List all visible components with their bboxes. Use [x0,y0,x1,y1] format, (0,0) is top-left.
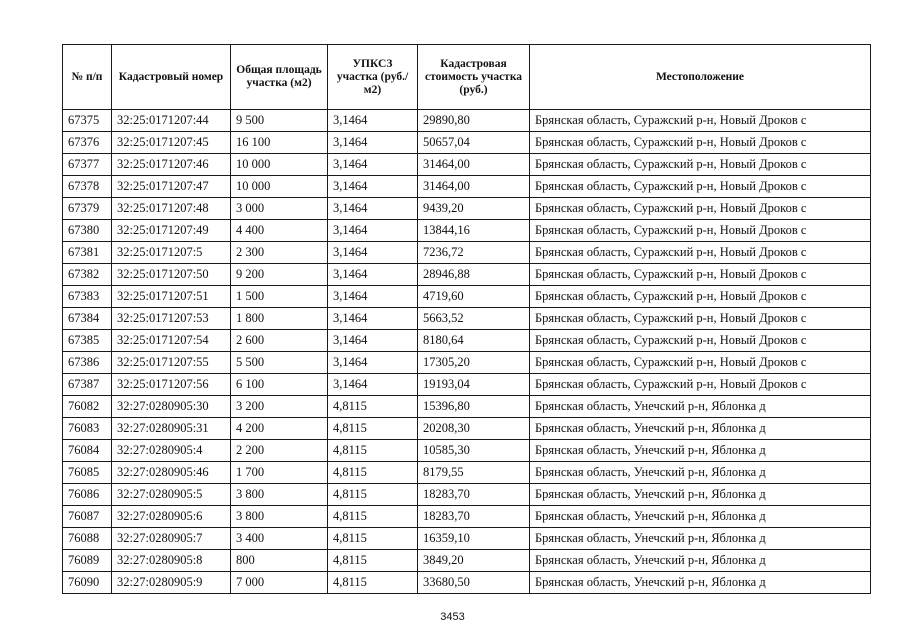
row-number-cell: 67387 [63,374,112,396]
area-cell: 1 800 [231,308,328,330]
table-row [63,418,871,440]
cadastral-number-cell: 32:25:0171207:49 [112,220,231,242]
upksz-cell: 3,1464 [328,110,418,132]
upksz-cell: 3,1464 [328,286,418,308]
area-cell: 10 000 [231,176,328,198]
location-cell: Брянская область, Унечский р-н, Яблонка д [530,440,871,462]
cadastral-value-cell: 13844,16 [418,220,530,242]
cadastral-number-cell: 32:25:0171207:45 [112,132,231,154]
location-cell: Брянская область, Суражский р-н, Новый Дроков с [530,330,871,352]
upksz-cell: 3,1464 [328,242,418,264]
cadastral-value-cell: 17305,20 [418,352,530,374]
upksz-cell: 4,8115 [328,528,418,550]
table-body [63,110,871,594]
row-number-cell: 67381 [63,242,112,264]
location-cell: Брянская область, Унечский р-н, Яблонка д [530,572,871,594]
location-cell: Брянская область, Суражский р-н, Новый Дроков с [530,132,871,154]
location-cell: Брянская область, Унечский р-н, Яблонка д [530,462,871,484]
upksz-cell: 3,1464 [328,198,418,220]
cadastral-value-cell: 20208,30 [418,418,530,440]
cadastral-value-cell: 31464,00 [418,154,530,176]
upksz-cell: 4,8115 [328,506,418,528]
location-cell: Брянская область, Суражский р-н, Новый Дроков с [530,352,871,374]
location-cell: Брянская область, Суражский р-н, Новый Дроков с [530,264,871,286]
location-cell: Брянская область, Унечский р-н, Яблонка д [530,418,871,440]
location-cell: Брянская область, Унечский р-н, Яблонка д [530,484,871,506]
row-number-cell: 67385 [63,330,112,352]
area-cell: 1 500 [231,286,328,308]
area-cell: 2 600 [231,330,328,352]
area-cell: 9 200 [231,264,328,286]
cadastral-value-cell: 3849,20 [418,550,530,572]
row-number-cell: 67384 [63,308,112,330]
cadastre-table [62,44,871,594]
upksz-cell: 4,8115 [328,396,418,418]
table-row [63,264,871,286]
cadastral-value-cell: 7236,72 [418,242,530,264]
upksz-cell: 4,8115 [328,440,418,462]
area-cell: 2 300 [231,242,328,264]
cadastral-value-cell: 8179,55 [418,462,530,484]
cadastral-number-cell: 32:27:0280905:31 [112,418,231,440]
table-row [63,286,871,308]
upksz-cell: 3,1464 [328,220,418,242]
cadastral-value-cell: 9439,20 [418,198,530,220]
cadastral-number-cell: 32:25:0171207:48 [112,198,231,220]
upksz-cell: 3,1464 [328,308,418,330]
row-number-cell: 76088 [63,528,112,550]
upksz-cell: 3,1464 [328,132,418,154]
row-number-cell: 67386 [63,352,112,374]
cadastral-number-cell: 32:25:0171207:46 [112,154,231,176]
upksz-cell: 3,1464 [328,264,418,286]
page-number: 3453 [440,611,465,623]
table-row [63,550,871,572]
upksz-cell: 3,1464 [328,154,418,176]
cadastral-value-cell: 50657,04 [418,132,530,154]
row-number-cell: 67375 [63,110,112,132]
area-cell: 3 000 [231,198,328,220]
row-number-cell: 76082 [63,396,112,418]
table-row [63,396,871,418]
cadastral-value-cell: 16359,10 [418,528,530,550]
table-row [63,220,871,242]
area-cell: 2 200 [231,440,328,462]
area-cell: 4 400 [231,220,328,242]
table-row [63,440,871,462]
table-row [63,572,871,594]
cadastral-number-cell: 32:25:0171207:55 [112,352,231,374]
location-cell: Брянская область, Унечский р-н, Яблонка д [530,396,871,418]
area-cell: 3 800 [231,484,328,506]
row-number-cell: 67379 [63,198,112,220]
location-cell: Брянская область, Унечский р-н, Яблонка д [530,506,871,528]
table-row [63,132,871,154]
table-row [63,352,871,374]
table-row [63,176,871,198]
cadastral-number-cell: 32:25:0171207:54 [112,330,231,352]
row-number-cell: 76085 [63,462,112,484]
location-cell: Брянская область, Суражский р-н, Новый Дроков с [530,110,871,132]
area-cell: 5 500 [231,352,328,374]
row-number-cell: 67377 [63,154,112,176]
upksz-cell: 4,8115 [328,550,418,572]
cadastral-value-cell: 28946,88 [418,264,530,286]
header-cadastral-value: Кадастровая стоимость участка (руб.) [418,45,530,110]
cadastral-value-cell: 18283,70 [418,506,530,528]
row-number-cell: 67380 [63,220,112,242]
area-cell: 7 000 [231,572,328,594]
table-row [63,198,871,220]
cadastral-value-cell: 19193,04 [418,374,530,396]
location-cell: Брянская область, Суражский р-н, Новый Дроков с [530,242,871,264]
table-row [63,484,871,506]
upksz-cell: 4,8115 [328,572,418,594]
area-cell: 9 500 [231,110,328,132]
upksz-cell: 3,1464 [328,176,418,198]
cadastral-number-cell: 32:27:0280905:6 [112,506,231,528]
header-location: Местоположение [530,45,871,110]
cadastral-number-cell: 32:27:0280905:9 [112,572,231,594]
area-cell: 3 200 [231,396,328,418]
table-row [63,110,871,132]
area-cell: 1 700 [231,462,328,484]
upksz-cell: 4,8115 [328,418,418,440]
cadastral-number-cell: 32:25:0171207:50 [112,264,231,286]
upksz-cell: 4,8115 [328,462,418,484]
area-cell: 800 [231,550,328,572]
area-cell: 3 800 [231,506,328,528]
upksz-cell: 4,8115 [328,484,418,506]
cadastral-value-cell: 33680,50 [418,572,530,594]
cadastral-value-cell: 15396,80 [418,396,530,418]
header-upksz: УПКСЗ участка (руб./м2) [328,45,418,110]
table-header [63,45,871,110]
row-number-cell: 67378 [63,176,112,198]
cadastral-value-cell: 5663,52 [418,308,530,330]
location-cell: Брянская область, Суражский р-н, Новый Дроков с [530,374,871,396]
cadastral-number-cell: 32:27:0280905:7 [112,528,231,550]
table-row [63,374,871,396]
row-number-cell: 67383 [63,286,112,308]
cadastral-number-cell: 32:25:0171207:56 [112,374,231,396]
table-row [63,154,871,176]
upksz-cell: 3,1464 [328,330,418,352]
area-cell: 16 100 [231,132,328,154]
cadastral-value-cell: 18283,70 [418,484,530,506]
area-cell: 10 000 [231,154,328,176]
area-cell: 6 100 [231,374,328,396]
cadastral-number-cell: 32:25:0171207:53 [112,308,231,330]
row-number-cell: 67376 [63,132,112,154]
cadastral-number-cell: 32:25:0171207:51 [112,286,231,308]
cadastral-number-cell: 32:25:0171207:47 [112,176,231,198]
cadastral-number-cell: 32:27:0280905:5 [112,484,231,506]
header-row [63,45,871,110]
row-number-cell: 76084 [63,440,112,462]
row-number-cell: 76090 [63,572,112,594]
row-number-cell: 76089 [63,550,112,572]
table-row [63,242,871,264]
cadastral-value-cell: 10585,30 [418,440,530,462]
cadastral-number-cell: 32:27:0280905:4 [112,440,231,462]
table-row [63,528,871,550]
cadastral-value-cell: 4719,60 [418,286,530,308]
cadastral-number-cell: 32:27:0280905:8 [112,550,231,572]
area-cell: 4 200 [231,418,328,440]
location-cell: Брянская область, Суражский р-н, Новый Дроков с [530,198,871,220]
table-row [63,462,871,484]
header-row-number: № п/п [63,45,112,110]
location-cell: Брянская область, Суражский р-н, Новый Дроков с [530,308,871,330]
row-number-cell: 76087 [63,506,112,528]
row-number-cell: 76083 [63,418,112,440]
location-cell: Брянская область, Суражский р-н, Новый Дроков с [530,220,871,242]
cadastral-number-cell: 32:27:0280905:30 [112,396,231,418]
row-number-cell: 76086 [63,484,112,506]
table-row [63,506,871,528]
location-cell: Брянская область, Унечский р-н, Яблонка д [530,550,871,572]
header-cadastral-number: Кадастровый номер [112,45,231,110]
cadastral-value-cell: 31464,00 [418,176,530,198]
upksz-cell: 3,1464 [328,352,418,374]
header-area: Общая площадь участка (м2) [231,45,328,110]
location-cell: Брянская область, Суражский р-н, Новый Дроков с [530,176,871,198]
cadastral-number-cell: 32:27:0280905:46 [112,462,231,484]
cadastral-value-cell: 29890,80 [418,110,530,132]
location-cell: Брянская область, Унечский р-н, Яблонка д [530,528,871,550]
table-row [63,330,871,352]
row-number-cell: 67382 [63,264,112,286]
location-cell: Брянская область, Суражский р-н, Новый Дроков с [530,286,871,308]
cadastral-number-cell: 32:25:0171207:44 [112,110,231,132]
area-cell: 3 400 [231,528,328,550]
location-cell: Брянская область, Суражский р-н, Новый Дроков с [530,154,871,176]
upksz-cell: 3,1464 [328,374,418,396]
cadastral-number-cell: 32:25:0171207:5 [112,242,231,264]
cadastral-value-cell: 8180,64 [418,330,530,352]
table-row [63,308,871,330]
